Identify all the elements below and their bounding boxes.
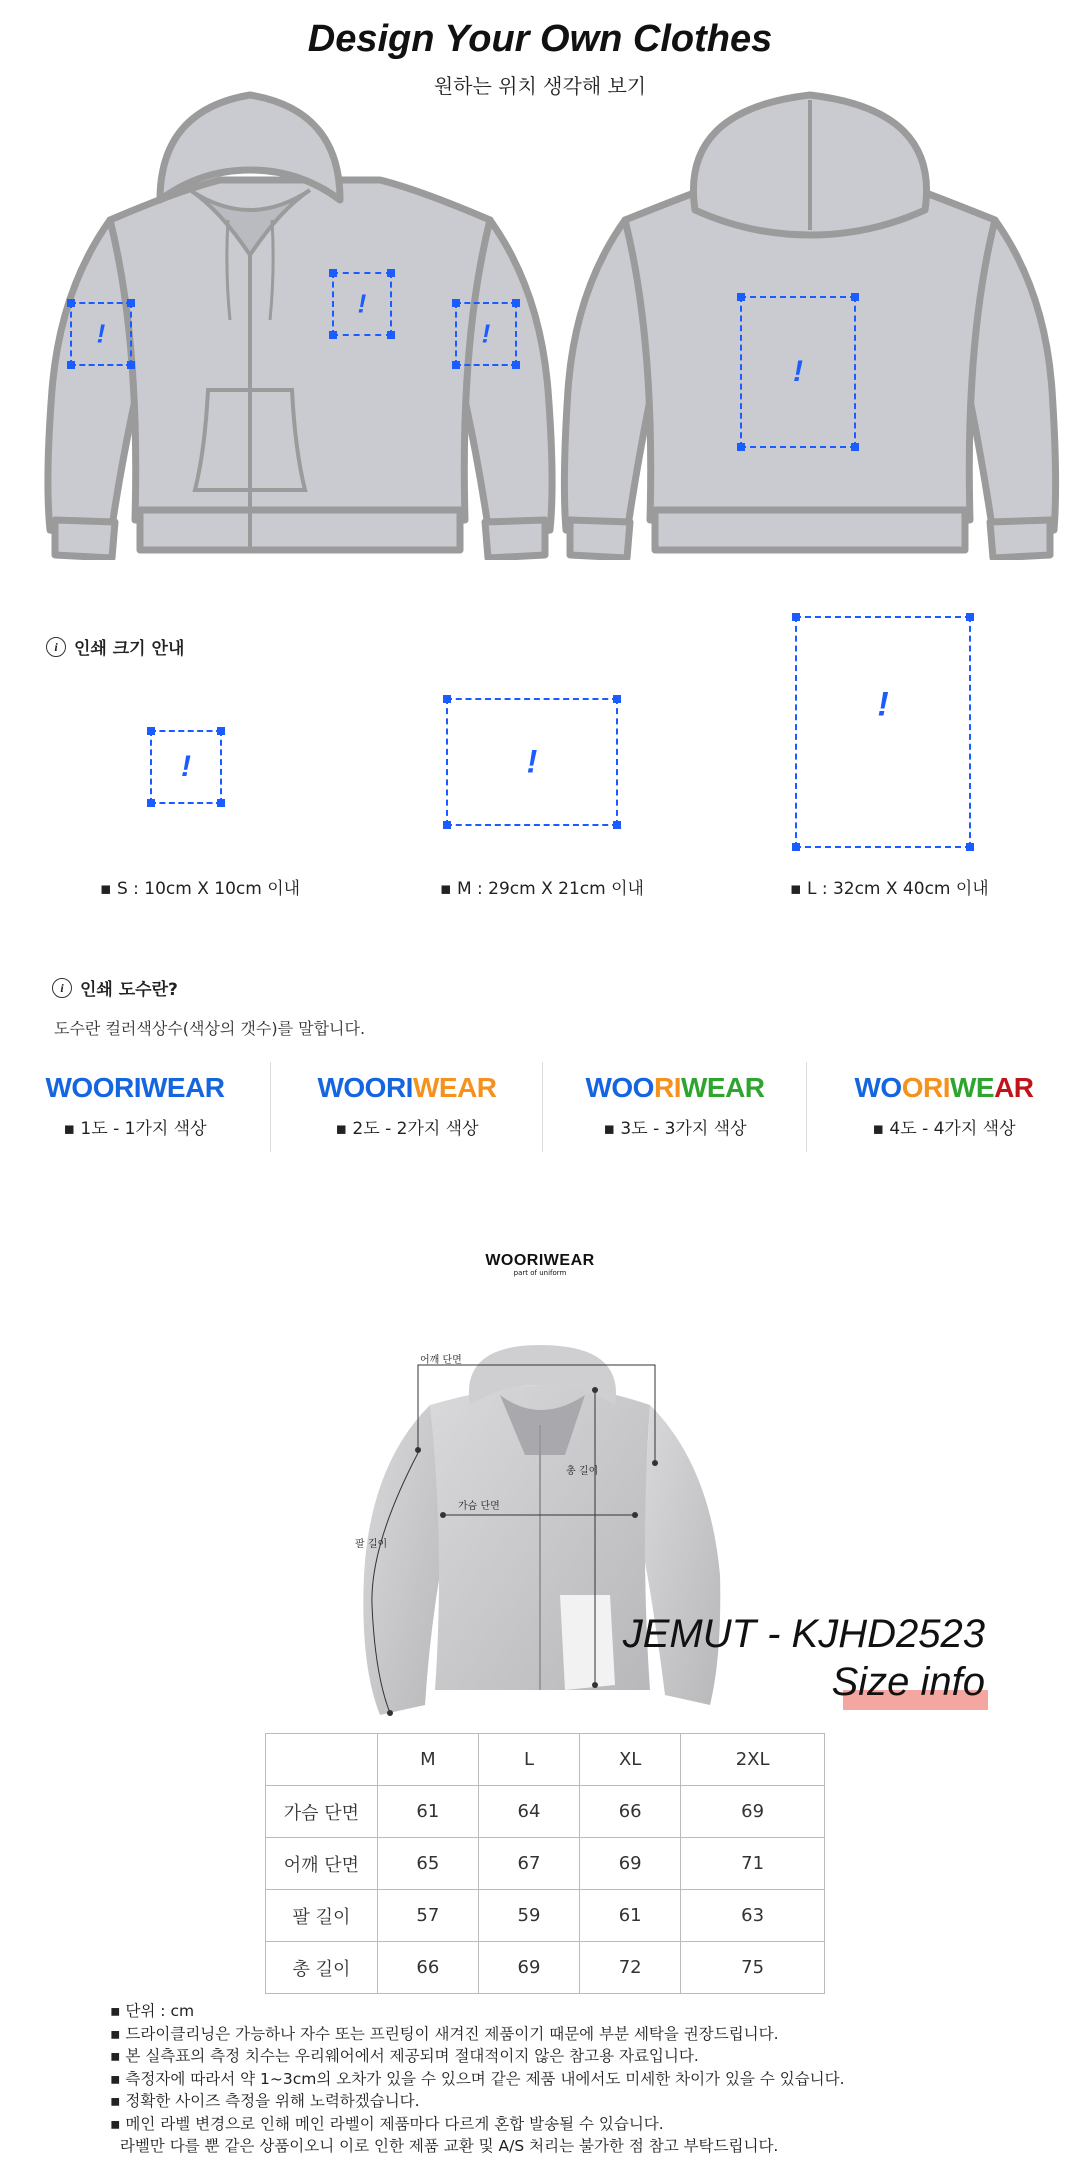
size-notes (110, 2000, 845, 2158)
exclamation-icon: ! (481, 318, 491, 349)
print-color-examples (0, 1072, 1080, 1152)
note-item: ▪ 정확한 사이즈 측정을 위해 노력하겠습니다. (110, 2092, 420, 2110)
row-label: 총 길이 (266, 1942, 378, 1994)
exclamation-icon: ! (793, 355, 803, 388)
print-area-right-sleeve[interactable] (70, 302, 132, 366)
note-item: ▪ 드라이클리닝은 가능하나 자수 또는 프린팅이 새겨진 제품이기 때문에 부분 세탁을 권장드립니다. (110, 2024, 779, 2043)
table-row: 어깨 단면 65 67 69 71 (266, 1838, 825, 1890)
size-info-title: Size info (831, 1660, 985, 1704)
row-label: 가슴 단면 (266, 1786, 378, 1838)
row-label: 어깨 단면 (266, 1838, 378, 1890)
exclamation-icon: ! (96, 318, 106, 349)
exclamation-icon: ! (877, 685, 889, 724)
measure-label-length: 총 길이 (566, 1466, 599, 1477)
table-header-cell: XL (580, 1734, 681, 1786)
color-example-4 (808, 1072, 1080, 1139)
print-size-m-box (446, 698, 618, 826)
color-label-4: ▪ 4도 - 4가지 색상 (872, 1119, 1016, 1139)
page-title: Design Your Own Clothes (307, 18, 773, 60)
exclamation-icon: ! (357, 288, 367, 319)
note-item: ▪ 단위 : cm (110, 2002, 195, 2020)
wooriwear-logo-4-colors: WOORIWEAR (854, 1072, 1034, 1103)
measure-label-sleeve: 팔 길이 (355, 1539, 388, 1550)
exclamation-icon: ! (181, 750, 191, 783)
wooriwear-logo-2-colors: WOORIWEAR (317, 1072, 497, 1103)
note-item: ▪ 메인 라벨 변경으로 인해 메인 라벨이 제품마다 다르게 혼합 발송될 수 있습니다. (110, 2114, 664, 2133)
color-example-3 (544, 1072, 806, 1139)
table-header-cell: 2XL (681, 1734, 825, 1786)
note-item: ▪ 측정자에 따라서 약 1~3cm의 오차가 있을 수 있으며 같은 제품 내에서도 미세한 차이가 있을 수 있습니다. (110, 2069, 845, 2088)
info-icon: i (46, 637, 66, 657)
print-size-s-box (150, 730, 222, 804)
info-icon: i (52, 978, 72, 998)
print-area-left-sleeve[interactable] (455, 302, 517, 366)
wooriwear-logo-3-colors: WOORIWEAR (585, 1072, 765, 1103)
table-row: 총 길이 66 69 72 75 (266, 1942, 825, 1994)
brand-logo: WOORIWEAR part of uniform (485, 1252, 595, 1277)
measure-label-shoulder: 어깨 단면 (420, 1355, 462, 1366)
print-size-l-box (795, 616, 971, 848)
print-size-s-label: ▪ S : 10cm X 10cm 이내 (100, 874, 300, 899)
hoodie-photo (350, 1345, 740, 1725)
print-colors-description: 도수란 컬러색상수(색상의 갯수)를 말합니다. (54, 1019, 366, 1038)
print-size-m-label: ▪ M : 29cm X 21cm 이내 (440, 874, 644, 899)
print-area-left-chest[interactable] (332, 272, 392, 336)
note-item: ▪ 본 실측표의 측정 치수는 우리웨어에서 제공되며 절대적이지 않은 참고용 자료입니다. (110, 2047, 699, 2065)
print-size-heading: i 인쇄 크기 안내 (46, 634, 184, 659)
color-label-1: ▪ 1도 - 1가지 색상 (63, 1119, 207, 1139)
table-row: 팔 길이 57 59 61 63 (266, 1890, 825, 1942)
color-label-2: ▪ 2도 - 2가지 색상 (335, 1119, 479, 1139)
size-table (265, 1733, 825, 1994)
note-item: 라벨만 다를 뿐 같은 상품이오니 이로 인한 제품 교환 및 A/S 처리는 불가한 점 참고 부탁드립니다. (110, 2137, 779, 2155)
color-example-2 (272, 1072, 542, 1139)
page-subtitle: 원하는 위치 생각해 보기 (433, 74, 647, 98)
table-header-row (266, 1734, 825, 1786)
measure-label-chest: 가슴 단면 (458, 1501, 500, 1512)
exclamation-icon: ! (526, 743, 538, 780)
print-colors-heading: i 인쇄 도수란? (52, 975, 178, 1000)
row-label: 팔 길이 (266, 1890, 378, 1942)
wooriwear-logo-1-color: WOORIWEAR (45, 1072, 225, 1103)
color-example-1 (0, 1072, 270, 1139)
table-row: 가슴 단면 61 64 66 69 (266, 1786, 825, 1838)
color-label-3: ▪ 3도 - 3가지 색상 (603, 1119, 747, 1139)
print-area-back[interactable] (740, 296, 856, 448)
table-header-cell: M (377, 1734, 478, 1786)
table-header-cell: L (478, 1734, 579, 1786)
print-size-l-label: ▪ L : 32cm X 40cm 이내 (790, 874, 989, 899)
product-code: JEMUT - KJHD2523 (622, 1612, 985, 1656)
